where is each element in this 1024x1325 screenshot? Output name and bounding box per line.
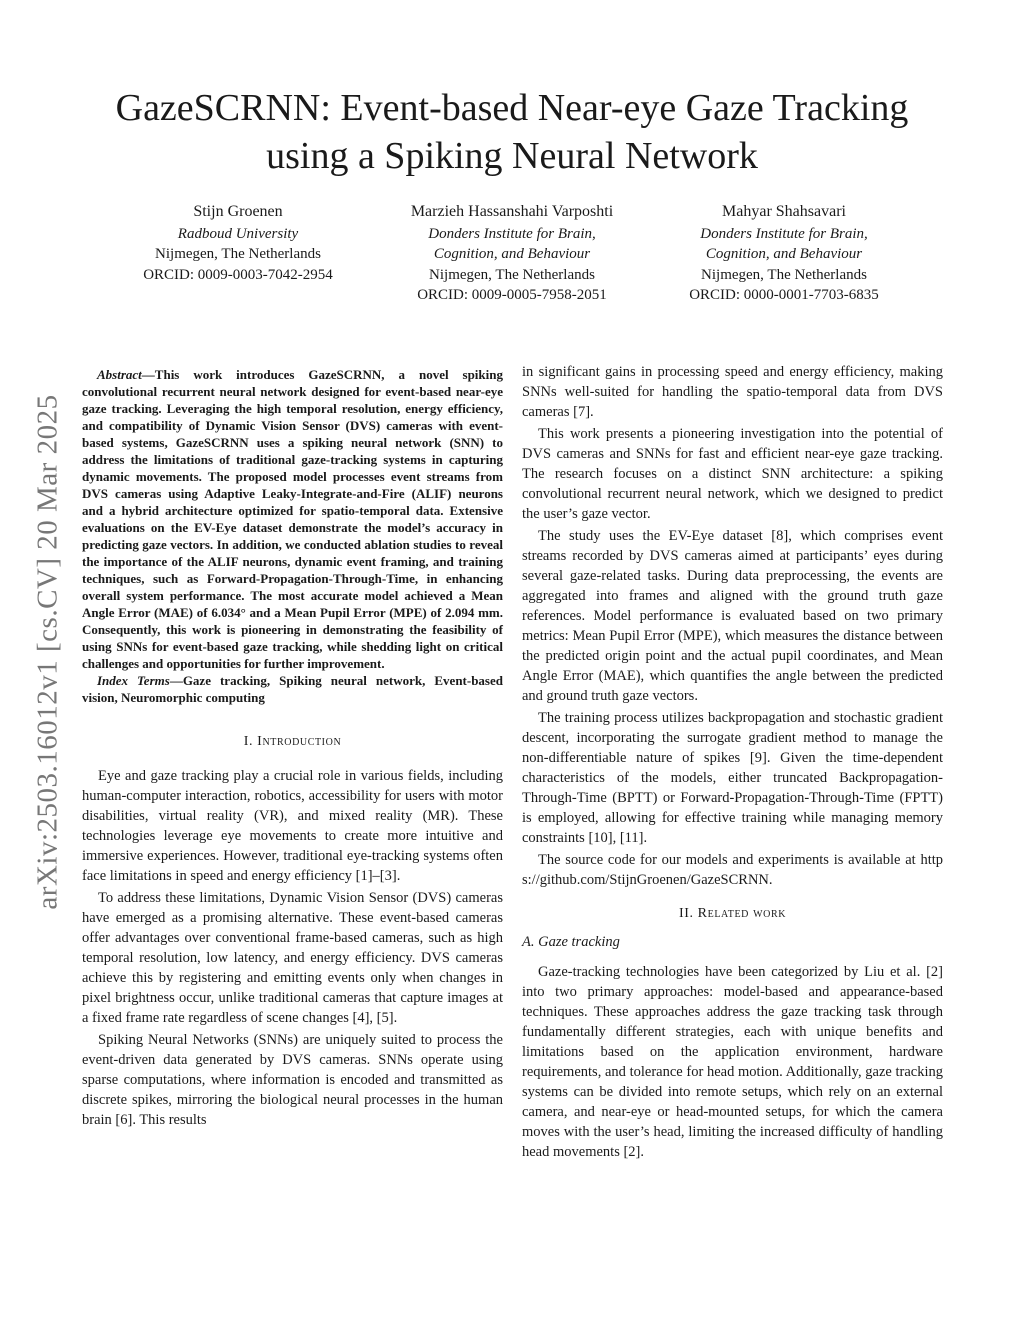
author-name: Marzieh Hassanshahi Varposhti bbox=[410, 203, 614, 220]
abstract bbox=[82, 366, 503, 672]
paragraph-continuation: in significant gains in processing speed and energy efficiency, making SNNs well-suited for handling the spatio-temporal data from DVS cameras [7]. bbox=[522, 364, 943, 420]
author-1 bbox=[78, 202, 398, 285]
author-affiliation: Cognition, and Behaviour bbox=[433, 246, 591, 262]
author-orcid[interactable]: ORCID: 0000-0001-7703-6835 bbox=[689, 287, 879, 303]
paragraph: Gaze-tracking technologies have been categorized by Liu et al. [2] into two primary approaches: model-based and appearance-based techniques. These approaches address the gaze tracking task through fundamentally different strategies, each with unique benefits and limitations based on the application environment, hardware requirements, and tolerance for head motion. Additionally, gaze tracking systems can be divided into remote setups, which rely on an external camera, and near-eye or head-mounted setups, for which the camera moves with the user’s head, limiting the increased difficulty of handling head movements [2]. bbox=[522, 964, 943, 1160]
paragraph: This work presents a pioneering investigation into the potential of DVS cameras and SNNs for fast and efficient near-eye gaze tracking. The research focuses on a distinct SNN architecture: a spiking convolutional recurrent neural network, which we designed to predict the user’s gaze vector. bbox=[522, 426, 943, 522]
author-affiliation: Donders Institute for Brain, bbox=[428, 225, 596, 242]
author-affiliation: Cognition, and Behaviour bbox=[705, 246, 863, 262]
paper-title bbox=[62, 84, 962, 180]
paragraph: Eye and gaze tracking play a crucial role in various fields, including human-computer interaction, robotics, accessibility for users with motor disabilities, virtual reality (VR), and mixed reality (MR). These technologies leverage eye movements to create more intuitive and immersive experiences. However, traditional eye-tracking systems often face limitations in speed and energy efficiency [1]–[3]. bbox=[82, 768, 503, 884]
author-name: Stijn Groenen bbox=[193, 203, 283, 220]
right-column bbox=[522, 362, 943, 1164]
paragraph-source-code bbox=[522, 850, 943, 890]
paragraph: Spiking Neural Networks (SNNs) are uniquely suited to process the event-driven data generated by DVS cameras. SNNs operate using sparse computations, where information is encoded and transmitted as discrete spikes, mirroring the biological neural processes in the human brain [6]. This results bbox=[82, 1032, 503, 1128]
author-name: Mahyar Shahsavari bbox=[722, 203, 846, 220]
paragraph: To address these limitations, Dynamic Vision Sensor (DVS) cameras have emerged as a promising alternative. These event-based cameras offer advantages over conventional frame-based cameras, such as high temporal resolution, low latency, and energy efficiency. DVS cameras achieve this by registering and emitting events only when changes in pixel brightness occur, unlike traditional cameras that capture images at a fixed frame rate regardless of scene changes [4], [5]. bbox=[82, 890, 503, 1026]
author-location: Nijmegen, The Netherlands bbox=[429, 266, 595, 283]
section-heading-related-work: II. Related work bbox=[678, 906, 787, 921]
paragraph: The study uses the EV-Eye dataset [8], which comprises event streams recorded by DVS cameras aimed at participants’ eyes during several gaze-related tasks. During data preprocessing, the events are aggregated into frames and aligned with the ground truth gaze references. Model performance is evaluated based on two primary metrics: Mean Pupil Error (MPE), which measures the distance between the predicted origin point and the actual pupil coordinates, and Mean Angle Error (MAE), which quantifies the angle between the predicted and ground truth gaze vectors. bbox=[522, 528, 943, 704]
index-terms bbox=[82, 672, 503, 706]
paper-title-line-1: GazeSCRNN: Event-based Near-eye Gaze Tracking bbox=[115, 87, 909, 129]
source-code-link[interactable]: https://github.com/StijnGroenen/GazeSCRNN. bbox=[522, 852, 943, 888]
author-affiliation: Radboud University bbox=[177, 225, 299, 242]
author-orcid[interactable]: ORCID: 0009-0003-7042-2954 bbox=[143, 266, 333, 283]
section-heading-introduction: I. Introduction bbox=[243, 734, 342, 749]
paper-title-line-2: using a Spiking Neural Network bbox=[266, 135, 758, 177]
paragraph: The training process utilizes backpropagation and stochastic gradient descent, incorporating the surrogate gradient method to manage the non-differentiable nature of spikes [9]. Given the time-dependent characteristics of the models, either truncated Backpropagation-Through-Time (BPTT) or Forward-Propagation-Through-Time (FPTT) is employed, allowing for effective training while managing memory constraints [10], [11]. bbox=[522, 710, 943, 846]
index-terms-text: —Gaze tracking, Spiking neural network, Event-based vision, Neuromorphic computing bbox=[82, 673, 503, 705]
author-location: Nijmegen, The Netherlands bbox=[155, 246, 321, 262]
abstract-text: —This work introduces GazeSCRNN, a novel spiking convolutional recurrent neural network designed for event-based near-eye gaze tracking. Leveraging the high temporal resolution, energy efficiency, and compatibility of Dynamic Vision Sensor (DVS) cameras with event-based systems, GazeSCRNN uses a spiking neural network (SNN) to address the limitations of traditional gaze-tracking systems in capturing dynamic movements. The proposed model processes event streams from DVS cameras using Adaptive Leaky-Integrate-and-Fire (ALIF) neurons and a hybrid architecture optimized for spatio-temporal data. Extensive evaluations on the EV-Eye dataset demonstrate the model’s accuracy in predicting gaze vectors. In addition, we conducted ablation studies to reveal the importance of the ALIF neurons, dynamic event framing, and training techniques, such as Forward-Propagation-Through-Time, in enhancing overall system performance. The most accurate model achieved a Mean Angle Error (MAE) of 6.034° and a Mean Pupil Error (MPE) of 2.094 mm. Consequently, this work is pioneering in demonstrating the feasibility of using SNNs for event-based gaze tracking, while shedding light on critical challenges and opportunities for further improvement. bbox=[82, 367, 503, 671]
subsection-heading-gaze-tracking: A. Gaze tracking bbox=[522, 934, 620, 950]
author-3 bbox=[624, 202, 944, 306]
author-affiliation: Donders Institute for Brain, bbox=[700, 225, 868, 242]
index-terms-lead: Index Terms bbox=[97, 673, 170, 688]
author-orcid[interactable]: ORCID: 0009-0005-7958-2051 bbox=[417, 287, 607, 303]
author-location: Nijmegen, The Netherlands bbox=[701, 266, 867, 283]
left-column bbox=[82, 362, 503, 1132]
abstract-lead: Abstract bbox=[97, 367, 142, 382]
author-block bbox=[0, 202, 1024, 312]
source-code-text: The source code for our models and experiments is available at bbox=[538, 852, 921, 868]
arxiv-identifier-stamp[interactable]: arXiv:2503.16012v1 [cs.CV] 20 Mar 2025 bbox=[31, 394, 64, 910]
